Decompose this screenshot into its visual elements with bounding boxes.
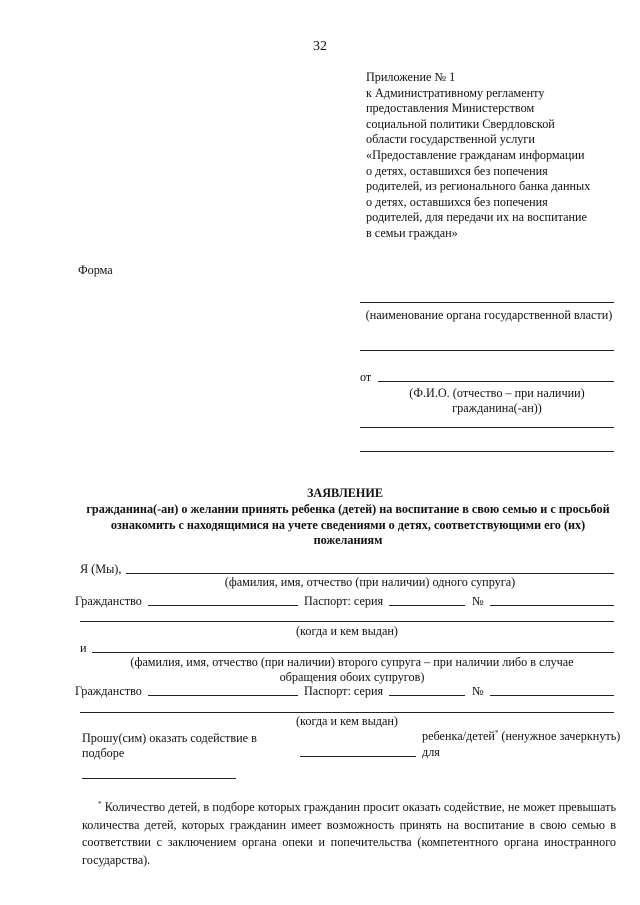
and-label: и bbox=[80, 641, 87, 655]
appendix-line: предоставления Министерством bbox=[366, 101, 535, 116]
from-label: от bbox=[360, 370, 372, 384]
passport-number-label-1: № bbox=[472, 594, 484, 608]
spouse2-name-line[interactable] bbox=[92, 652, 614, 653]
passport-series-line-1[interactable] bbox=[389, 605, 465, 606]
for-label: для bbox=[422, 745, 440, 759]
applicant-fio-line-3[interactable] bbox=[360, 451, 614, 452]
citizenship-label-1: Гражданство bbox=[75, 594, 142, 608]
appendix-line: Приложение № 1 bbox=[366, 70, 456, 84]
appendix-line: к Административному регламенту bbox=[366, 85, 545, 100]
appendix-line: родителей, из регионального банка данных bbox=[366, 179, 591, 194]
passport-series-label-1: Паспорт: серия bbox=[304, 594, 384, 608]
applicant-fio-line-2[interactable] bbox=[360, 427, 614, 428]
passport-number-label-2: № bbox=[472, 684, 484, 698]
footnote-text: Количество детей, в подборе которых гражданин просит оказать содействие, не может превышать количества детей, которых гражданин имеет возможность принять на воспитание в свою семью в соответствии с заключением органа опеки и попечительства (компетентного органа иностранного государства). bbox=[82, 800, 616, 867]
strike-note: (ненужное зачеркнуть) bbox=[501, 729, 621, 744]
page-number: 32 bbox=[313, 39, 327, 54]
authority-name-line[interactable] bbox=[360, 302, 614, 303]
appendix-line: «Предоставление гражданам информации bbox=[366, 147, 585, 162]
fio-caption: (Ф.И.О. (отчество – при наличии) гражданина(-ан)) bbox=[409, 386, 585, 416]
children-count-line[interactable] bbox=[300, 756, 416, 757]
footnote-separator bbox=[82, 778, 236, 779]
applicant-fio-line[interactable] bbox=[378, 381, 614, 382]
request-children-line bbox=[422, 729, 620, 744]
authority-caption: (наименование органа государственной власти) bbox=[365, 308, 613, 322]
citizenship-label-2: Гражданство bbox=[75, 684, 142, 698]
appendix-line: в семьи граждан» bbox=[366, 225, 458, 240]
statement-heading: ЗАЯВЛЕНИЕ bbox=[307, 486, 383, 500]
passport-number-line-1[interactable] bbox=[490, 605, 614, 606]
issued-caption-1: (когда и кем выдан) bbox=[296, 624, 398, 638]
form-label: Форма bbox=[78, 263, 113, 277]
statement-subheading: гражданина(-ан) о желании принять ребенка (детей) на воспитание в свою семью и с просьбой ознакомить с находящимися на учете сведениями о детях, соответствующими его (их) пожеланиям bbox=[86, 502, 610, 547]
appendix-block bbox=[366, 70, 616, 242]
appendix-line: родителей, для передачи их на воспитание bbox=[366, 210, 587, 225]
request-text: Прошу(сим) оказать содействие в подборе bbox=[82, 731, 257, 760]
we-label: Я (Мы), bbox=[80, 562, 122, 576]
passport-number-line-2[interactable] bbox=[490, 695, 614, 696]
issued-caption-2: (когда и кем выдан) bbox=[296, 714, 398, 728]
children-text: ребенка/детей bbox=[422, 729, 495, 744]
spouse1-name-caption: (фамилия, имя, отчество (при наличии) одного супруга) bbox=[224, 575, 516, 589]
spouse2-name-caption: (фамилия, имя, отчество (при наличии) второго супруга – при наличии либо в случае обращения обоих супругов) bbox=[130, 655, 574, 684]
passport-series-line-2[interactable] bbox=[389, 695, 465, 696]
appendix-line: о детях, оставшихся без попечения bbox=[366, 163, 548, 178]
appendix-line: области государственной услуги bbox=[366, 132, 535, 147]
appendix-line: социальной политики Свердловской bbox=[366, 116, 555, 131]
appendix-line: о детях, оставшихся без попечения bbox=[366, 194, 548, 209]
authority-name-line-2[interactable] bbox=[360, 350, 614, 351]
passport-issued-line-1[interactable] bbox=[80, 621, 614, 622]
citizenship-line-1[interactable] bbox=[148, 605, 298, 606]
footnote-mark: * bbox=[98, 800, 102, 808]
footnote bbox=[82, 796, 616, 869]
footnote-mark-inline: * bbox=[494, 729, 499, 737]
spouse1-name-line[interactable] bbox=[126, 573, 614, 574]
passport-issued-line-2[interactable] bbox=[80, 712, 614, 713]
citizenship-line-2[interactable] bbox=[148, 695, 298, 696]
passport-series-label-2: Паспорт: серия bbox=[304, 684, 384, 698]
